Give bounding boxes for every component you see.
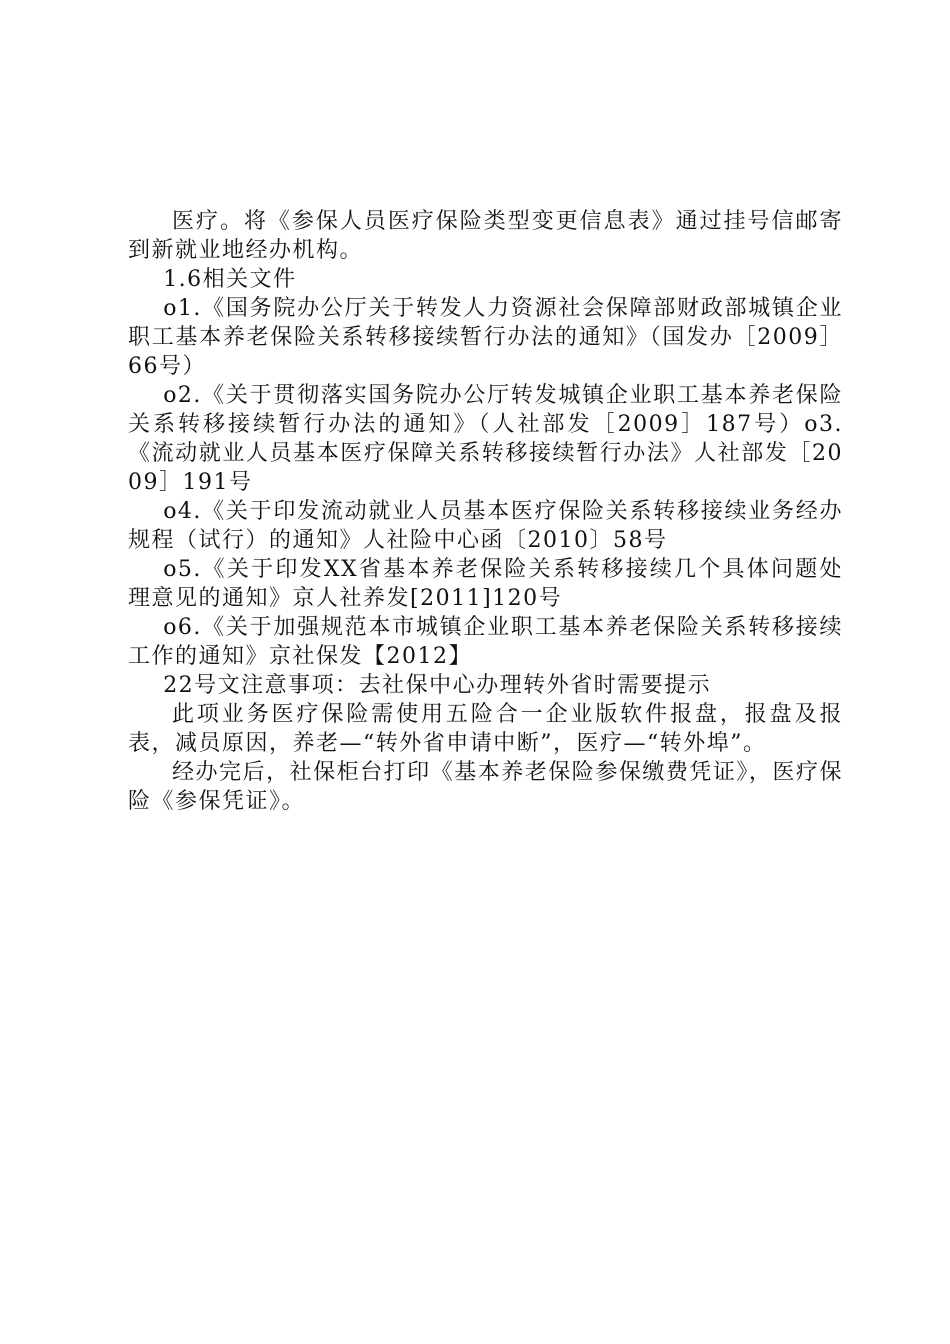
list-item-document-2-3: o2.《关于贯彻落实国务院办公厅转发城镇企业职工基本养老保险关系转移接续暂行办法的通知》（人社部发［2009］187号）o3.《流动就业人员基本医疗保障关系转移接续暂行办法》人社部发［2009］191号 xyxy=(128,383,843,495)
list-item-document-5: o5.《关于印发XX省基本养老保险关系转移接续几个具体问题处理意见的通知》京人社养发[2011]120号 xyxy=(128,557,843,611)
list-item-document-1: o1.《国务院办公厅关于转发人力资源社会保障部财政部城镇企业职工基本养老保险关系转移接续暂行办法的通知》（国发办［2009］66号） xyxy=(128,296,843,379)
paragraph-software-instructions: 此项业务医疗保险需使用五险合一企业版软件报盘，报盘及报表，减员原因，养老—“转外省申请中断”，医疗—“转外埠”。 xyxy=(128,702,843,756)
section-heading-related-documents: 1.6相关文件 xyxy=(163,267,297,292)
list-item-document-6: o6.《关于加强规范本市城镇企业职工基本养老保险关系转移接续工作的通知》京社保发【2012】 xyxy=(128,615,843,669)
notes-heading: 22号文注意事项：去社保中心办理转外省时需要提示 xyxy=(163,673,712,698)
paragraph-counter-printing: 经办完后，社保柜台打印《基本养老保险参保缴费凭证》，医疗保险《参保凭证》。 xyxy=(128,760,843,814)
document-body xyxy=(128,207,843,816)
list-item-document-4: o4.《关于印发流动就业人员基本医疗保险关系转移接续业务经办规程（试行）的通知》人社险中心函〔2010〕58号 xyxy=(128,499,843,553)
paragraph-medical-transfer: 医疗。将《参保人员医疗保险类型变更信息表》通过挂号信邮寄到新就业地经办机构。 xyxy=(128,209,843,263)
